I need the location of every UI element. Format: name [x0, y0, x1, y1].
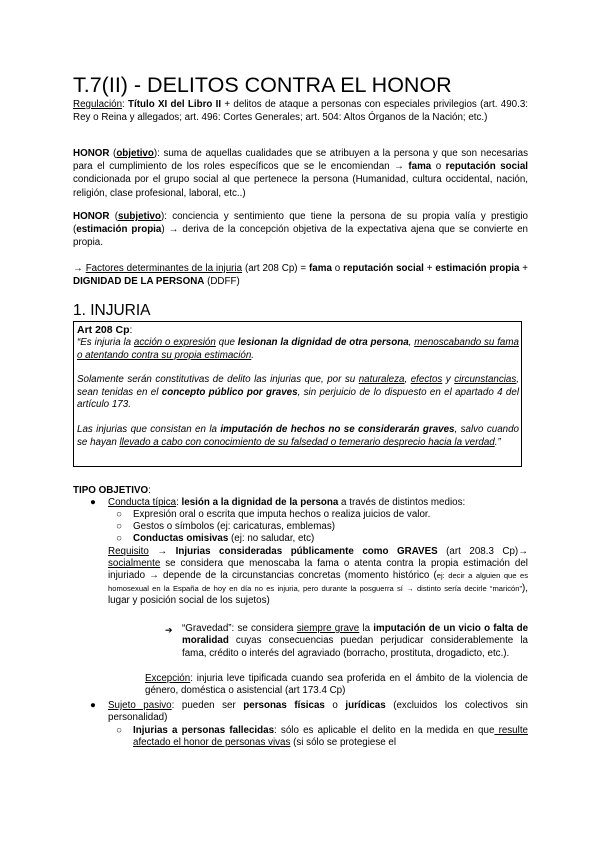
colon: :: [176, 497, 182, 508]
excepcion-text: : injuria leve tipificada cuando sea proferida en el ámbito de la violencia de género, doméstica o asistencial (art 173.4 Cp): [145, 673, 528, 697]
conj-o: o: [331, 263, 344, 274]
honor-objetivo-paragraph: HONOR (objetivo): suma de aquellas cualidades que se atribuyen a la persona y que son necesarias para el cumplimiento de los roles específicos que se le encomiendan → fama o reputación social condicionada por el grupo social al que pertenece la persona (Humanidad, cultura occidental, nación, religión, clase profesional, laboral, etc..): [73, 148, 528, 199]
gravedad-bold: imputación de un vicio o falta de moralidad: [182, 623, 529, 647]
tipo-objetivo-list: [73, 497, 528, 757]
excepcion-paragraph: [145, 673, 528, 698]
conducta-label: Conducta típica: [108, 497, 177, 508]
requisito-example: ej: decir a alguien que es homosexual en la España de hoy en día no es injuria, pero durante la posguerra sí → distinto sería decirle “maricón”: [108, 571, 528, 593]
reputacion-term: reputación social: [343, 263, 424, 274]
gravedad-text3: cuyas consecuencias puedan perjudicar considerablemente la fama, crédito o interés del agraviado (borracho, prostituta, drogadicto, etc.).: [182, 635, 528, 659]
honor-subjetivo-paragraph: HONOR (subjetivo): conciencia y sentimiento que tiene la persona de su propia valía y prestigio (estimación propia) → deriva de la concepción objetiva de la expectativa ajena que se convierte en propia.: [73, 211, 528, 249]
p2a: Solamente serán constitutivas de delito las injurias que, por su: [77, 374, 359, 386]
arrow: →: [148, 546, 176, 557]
article-paragraph-3: [77, 424, 519, 449]
p2g: , sean tenidas en el: [77, 374, 520, 398]
requisito-text2: se considera que menoscaba la fama o atenta contra la propia estimación del injuriado → depende de la circunstancias concretas (momento histórico (: [108, 558, 528, 582]
requisito-label: Requisito: [108, 546, 149, 557]
fallecidas-bold: Injurias a personas fallecidas: [133, 725, 275, 736]
sujeto-pasivo-item: [108, 700, 528, 725]
factores-text1: (art 208 Cp) =: [242, 263, 310, 274]
colon: :: [148, 485, 151, 496]
plus: +: [423, 263, 436, 274]
excepcion-label: Excepción: [145, 673, 191, 684]
p1c: que: [215, 337, 238, 348]
bullet-circle: ○: [116, 533, 122, 544]
omisivas-bold: Conductas omisivas: [133, 533, 229, 544]
conducta-bold: lesión a la dignidad de la persona: [181, 497, 339, 508]
sujeto-label: Sujeto pasivo: [108, 700, 172, 711]
article-title: [77, 324, 519, 337]
bullet-circle: ○: [116, 725, 122, 736]
p3e: .”: [494, 436, 501, 448]
conducta-text: a través de distintos medios:: [338, 497, 466, 508]
page-title: T.7(II) - DELITOS CONTRA EL HONOR: [73, 73, 452, 97]
conj-o: o: [431, 161, 446, 173]
honor-objetivo-text2: condicionada por el grupo social al que pertenece la persona (Humanidad, cultura occidental, nación, religión, clase profesional, laboral, etc..): [73, 174, 528, 199]
honor-objetivo-text1: : suma de aquellas cualidades que se atribuyen a la persona y que son necesarias para el cumplimiento de los roles específicos que se le encomiendan →: [73, 148, 528, 173]
p3d: llevado a cabo con conocimiento de su falsedad o temerario desprecio hacia la verdad: [119, 436, 495, 448]
p2h: concepto público por graves: [161, 386, 298, 398]
sujeto-text1: : pueden ser: [171, 700, 244, 711]
conducta-item: [108, 497, 528, 509]
p1b: acción o expresión: [133, 337, 216, 348]
requisito-bold: Injurias consideradas públicamente como GRAVES: [175, 546, 438, 557]
fama-term: fama: [309, 263, 332, 274]
gravedad-paragraph: [182, 623, 528, 660]
p2d: efectos: [410, 374, 443, 386]
p1d: lesionan la dignidad de otra persona: [237, 337, 409, 348]
siempre-grave: siempre grave: [296, 623, 360, 634]
article-208-box: [73, 321, 522, 467]
estimacion-term: estimación propia: [435, 263, 520, 274]
tipo-objetivo-heading: [73, 484, 528, 497]
subjetivo-term: subjetivo: [117, 211, 161, 222]
p2c: ,: [404, 374, 411, 386]
p1e: ,: [408, 337, 415, 348]
fama-term: fama: [408, 161, 432, 173]
factores-paragraph: [73, 262, 528, 288]
p3a: Las injurias que consistan en la: [77, 423, 221, 435]
bullet-circle: ○: [116, 521, 122, 532]
tipo-objetivo-label: TIPO OBJETIVO: [73, 485, 149, 496]
article-paragraph-1: [77, 337, 519, 362]
bullet-dot: ●: [90, 700, 96, 711]
reputacion-term: reputación social: [445, 161, 528, 173]
p2e: y: [442, 374, 455, 386]
article-paragraph-2: [77, 374, 519, 412]
juridicas: jurídicas: [345, 700, 386, 711]
omisivas-text: (ej: no saludar, etc): [228, 533, 315, 544]
conducta-sub-3: [133, 533, 528, 545]
colon: :: [129, 324, 133, 336]
conj-o: o: [324, 700, 346, 711]
gravedad-text2: la: [359, 623, 374, 634]
sujeto-text2: (excluidos los colectivos sin personalidad): [108, 700, 528, 724]
honor-subjetivo-text1: : conciencia y sentimiento que tiene la persona de su propia valía y prestigio (: [73, 211, 528, 236]
regulacion-label: Regulación: [73, 99, 123, 110]
bullet-circle: ○: [116, 509, 122, 520]
article-title-text: Art 208 Cp: [77, 324, 130, 336]
plus: +: [519, 263, 528, 274]
objetivo-term: objetivo: [116, 148, 154, 159]
regulacion-paragraph: Regulación: Título XI del Libro II + delitos de ataque a personas con especiales privilegios (art. 490.3: Rey o Reina y allegados; art. 496: Cortes Generales; art. 504: Altos Órganos de la Nación; etc.): [73, 99, 528, 124]
p1g: .: [251, 349, 255, 361]
p2i: , sin perjuicio de lo dispuesto en el apartado 4 del artículo 173.: [77, 386, 519, 411]
regulacion-text: + delitos de ataque a personas con especiales privilegios (art. 490.3: Rey o Reina y allegados; art. 496: Cortes Generales; art. 504: Altos Órganos de la Nación; etc.): [73, 99, 528, 124]
factores-label: Factores determinantes de la injuria: [85, 263, 243, 274]
fallecidas-underlined: resulte afectado el honor de personas vivas: [133, 725, 528, 749]
requisito-paragraph: [108, 546, 528, 607]
p1f: menoscabando su fama o atentando contra su propia estimación: [77, 337, 519, 361]
honor-term: HONOR: [73, 148, 110, 159]
conducta-sub-1: Expresión oral o escrita que imputa hechos o realiza juicios de valor.: [133, 509, 431, 520]
personas-fisicas: personas físicas: [243, 700, 325, 711]
fallecidas-text2: (si sólo se protegiese el: [290, 737, 397, 749]
regulacion-title: Título XI del Libro II: [128, 99, 222, 110]
estimacion-term: estimación propia: [76, 224, 162, 236]
requisito-text3: ), lugar y posición social de los sujetos): [108, 582, 528, 606]
requisito-text1: (art 208.3 Cp)→: [437, 546, 528, 557]
arrow-icon: ➔: [165, 625, 173, 635]
dignidad-term: DIGNIDAD DE LA PERSONA: [73, 276, 205, 288]
honor-term: HONOR: [73, 211, 110, 222]
p3c: , salvo cuando se hayan: [77, 423, 519, 448]
fallecidas-text1: : sólo es aplicable el delito en la medida en que: [274, 725, 495, 736]
p2f: circunstancias: [454, 374, 517, 386]
p2b: naturaleza: [358, 374, 405, 386]
p3b: imputación de hechos no se considerarán graves: [220, 423, 455, 435]
section-heading-injuria: 1. INJURIA: [73, 302, 151, 319]
conducta-sub-2: Gestos o símbolos (ej: caricaturas, emblemas): [133, 521, 335, 532]
fallecidas-item: [133, 725, 528, 750]
p1a: “Es injuria la: [77, 337, 134, 348]
socialmente: socialmente: [108, 558, 161, 570]
gravedad-text1: “Gravedad”: se considera: [182, 623, 297, 634]
arrow: →: [73, 263, 86, 274]
factores-text2: (DDFF): [204, 276, 240, 288]
bullet-dot: ●: [90, 497, 96, 508]
honor-subjetivo-text2: ) → deriva de la concepción objetiva de la expectativa ajena que se convierte en propia.: [73, 224, 528, 249]
